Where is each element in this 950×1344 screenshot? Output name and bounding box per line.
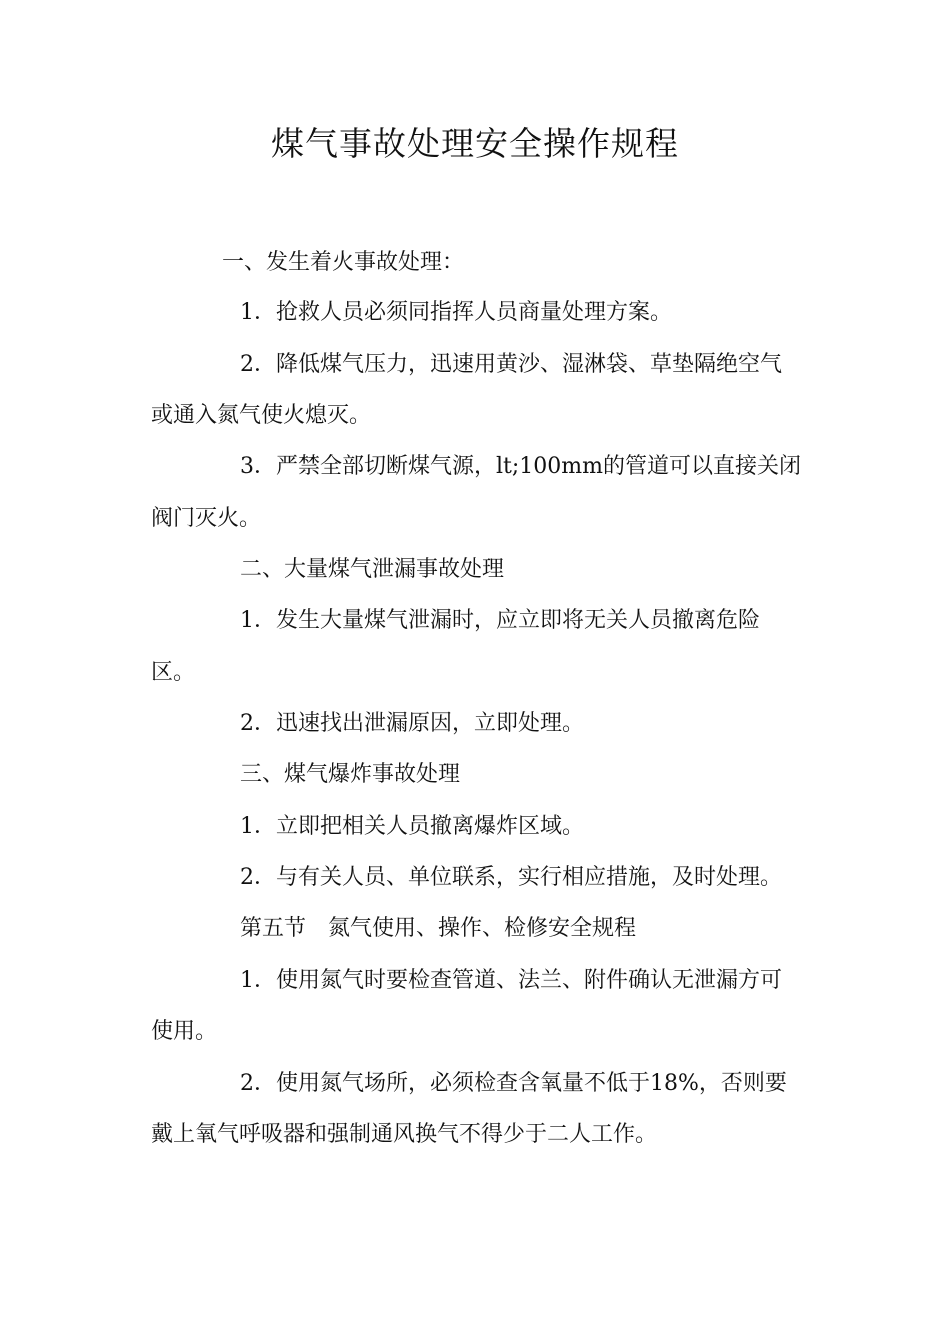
section-heading-leak: 二、大量煤气泄漏事故处理: [240, 557, 505, 582]
paragraph-line: 1．发生大量煤气泄漏时，应立即将无关人员撤离危险: [240, 608, 760, 633]
paragraph-line: 1．使用氮气时要检查管道、法兰、附件确认无泄漏方可: [240, 968, 782, 993]
section-heading-fire: 一、发生着火事故处理：: [222, 250, 465, 275]
paragraph-continuation: 或通入氮气使火熄灭。: [151, 403, 372, 428]
paragraph-line: 1．立即把相关人员撤离爆炸区域。: [240, 814, 584, 839]
section-heading-explosion: 三、煤气爆炸事故处理: [240, 762, 461, 787]
paragraph-line: 2．降低煤气压力，迅速用黄沙、湿淋袋、草垫隔绝空气: [240, 352, 782, 377]
paragraph-continuation: 使用。: [151, 1019, 218, 1044]
paragraph-line: 3．严禁全部切断煤气源，lt;100mm的管道可以直接关闭: [240, 454, 802, 479]
paragraph-line: 1．抢救人员必须同指挥人员商量处理方案。: [240, 300, 672, 325]
document-title: 煤气事故处理安全操作规程: [271, 124, 679, 163]
paragraph-continuation: 戴上氧气呼吸器和强制通风换气不得少于二人工作。: [151, 1122, 658, 1147]
paragraph-continuation: 阀门灭火。: [151, 506, 262, 531]
section-heading-nitrogen: 第五节 氮气使用、操作、检修安全规程: [240, 916, 637, 941]
paragraph-line: 2．迅速找出泄漏原因，立即处理。: [240, 711, 584, 736]
paragraph-line: 2．使用氮气场所，必须检查含氧量不低于18%，否则要: [240, 1071, 787, 1096]
paragraph-continuation: 区。: [151, 660, 196, 685]
paragraph-line: 2．与有关人员、单位联系，实行相应措施，及时处理。: [240, 865, 782, 890]
